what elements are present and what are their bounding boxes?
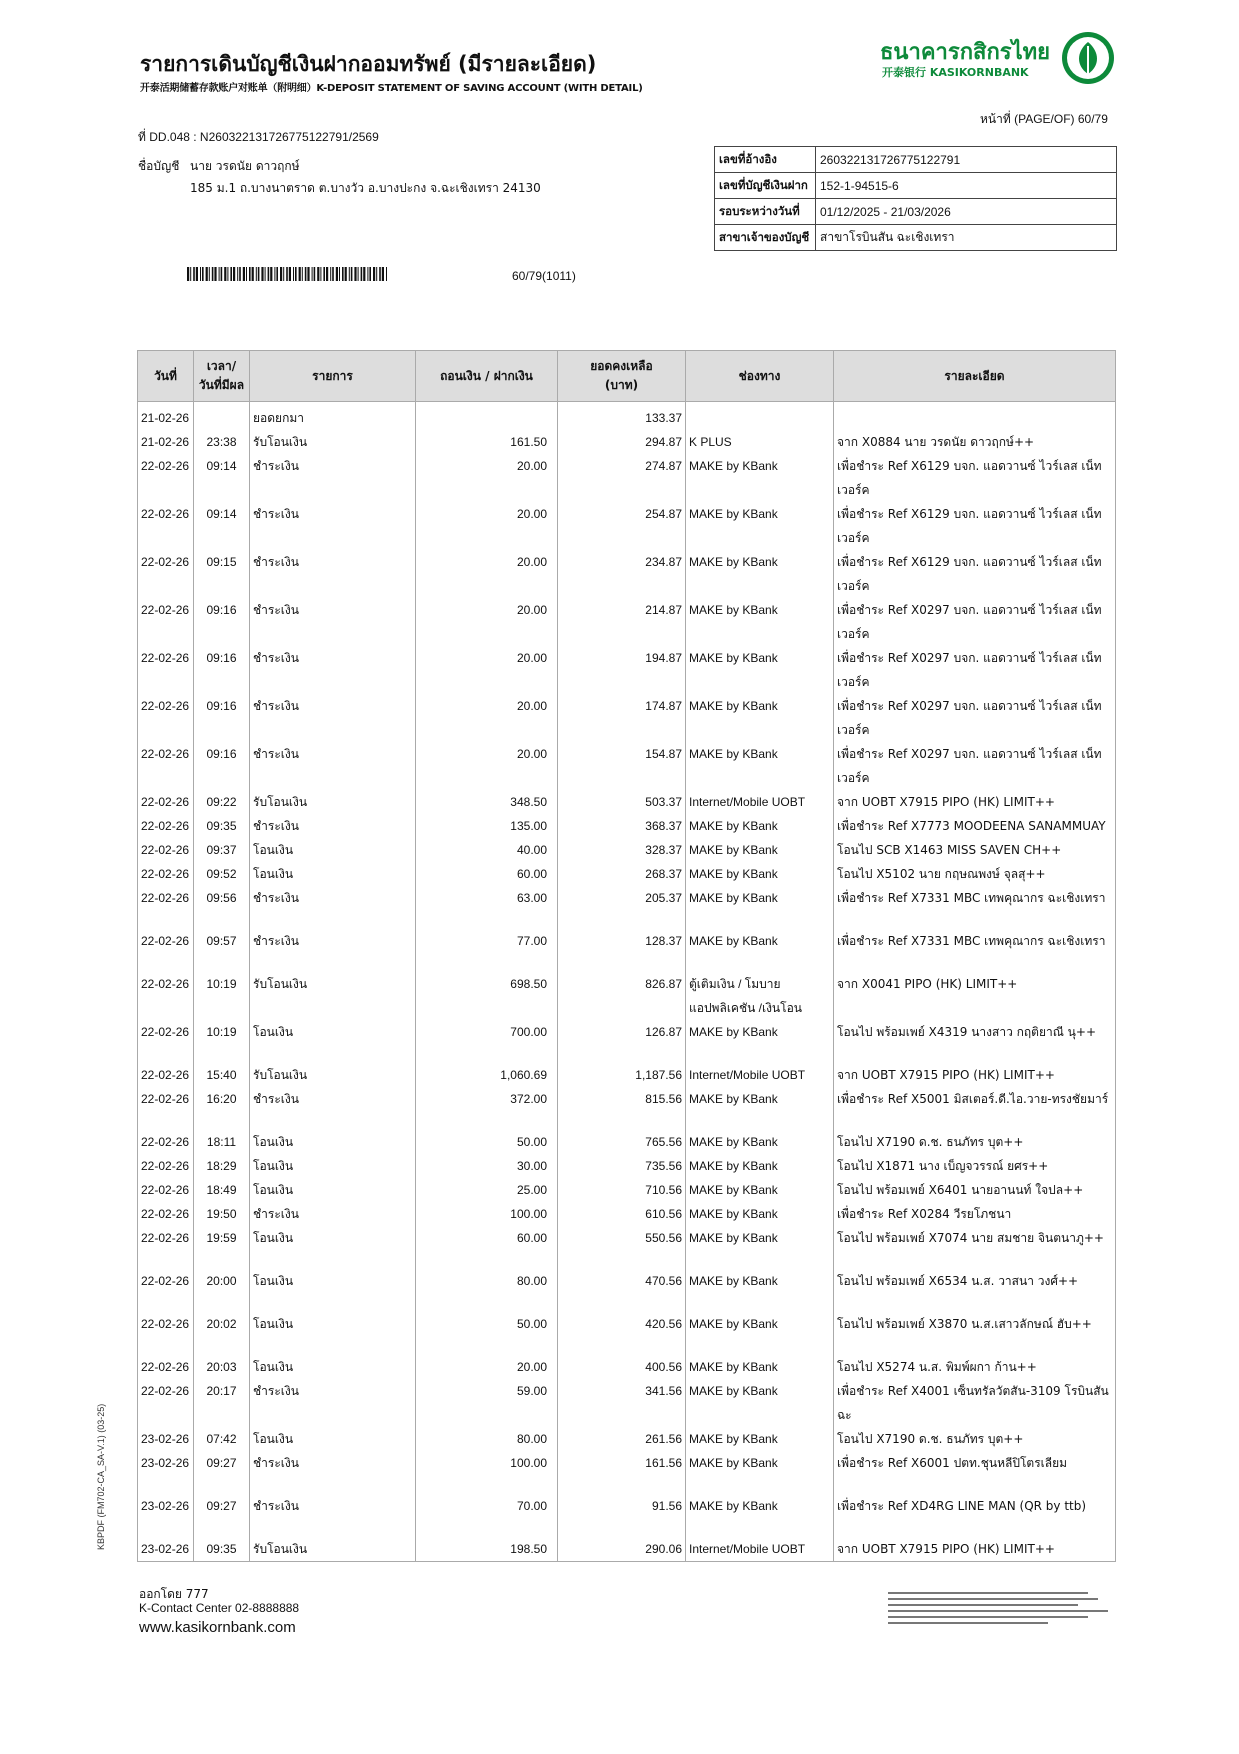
cell-detail: เพื่อชำระ Ref X6001 ปตท.ชุนหลีปิโตรเลียม [834,1451,1116,1494]
cell-balance: 368.37 [558,814,686,838]
cell-item: ชำระเงิน [250,694,416,742]
cell-amount: 30.00 [416,1154,558,1178]
barcode-image [187,267,389,281]
col-header-item: รายการ [250,351,416,402]
cell-amount: 60.00 [416,862,558,886]
cell-item: รับโอนเงิน [250,972,416,1020]
cell-date: 22-02-26 [138,1178,194,1202]
cell-item: ชำระเงิน [250,454,416,502]
cell-amount: 40.00 [416,838,558,862]
cell-time: 09:57 [194,929,250,972]
cell-detail: เพื่อชำระ Ref X0297 บจก. แอดวานซ์ ไวร์เลส เน็ทเวอร์ค [834,598,1116,646]
table-row [138,1494,1116,1537]
cell-balance: 1,187.56 [558,1063,686,1087]
cell-channel: MAKE by KBank [686,929,834,972]
cell-amount: 60.00 [416,1226,558,1269]
table-row [138,790,1116,814]
cell-balance: 400.56 [558,1355,686,1379]
cell-balance: 261.56 [558,1427,686,1451]
cell-channel: MAKE by KBank [686,1451,834,1494]
cell-date: 22-02-26 [138,646,194,694]
cell-time: 10:19 [194,1020,250,1063]
col-header-date: วันที่ [138,351,194,402]
cell-item: โอนเงิน [250,1269,416,1312]
cell-date: 22-02-26 [138,1202,194,1226]
cell-time: 09:16 [194,742,250,790]
cell-date: 22-02-26 [138,929,194,972]
table-row [138,1087,1116,1130]
cell-date: 22-02-26 [138,742,194,790]
info-label: สาขาเจ้าของบัญชี [715,225,816,251]
cell-item: รับโอนเงิน [250,1063,416,1087]
cell-item: ชำระเงิน [250,646,416,694]
cell-amount: 20.00 [416,502,558,550]
cell-item: ชำระเงิน [250,1451,416,1494]
cell-amount: 77.00 [416,929,558,972]
barcode-text: 60/79(1011) [512,269,576,283]
cell-balance: 128.37 [558,929,686,972]
cell-balance: 133.37 [558,402,686,431]
cell-detail: เพื่อชำระ Ref X6129 บจก. แอดวานซ์ ไวร์เลส เน็ทเวอร์ค [834,454,1116,502]
cell-item: ชำระเงิน [250,814,416,838]
cell-balance: 294.87 [558,430,686,454]
cell-channel: MAKE by KBank [686,550,834,598]
cell-item: โอนเงิน [250,1355,416,1379]
cell-time: 07:42 [194,1427,250,1451]
cell-channel: MAKE by KBank [686,886,834,929]
cell-date: 22-02-26 [138,1226,194,1269]
cell-time: 15:40 [194,1063,250,1087]
cell-time: 09:56 [194,886,250,929]
cell-time: 09:37 [194,838,250,862]
cell-balance: 254.87 [558,502,686,550]
table-row [138,1202,1116,1226]
cell-balance: 205.37 [558,886,686,929]
cell-time: 09:27 [194,1494,250,1537]
cell-date: 22-02-26 [138,550,194,598]
cell-item: รับโอนเงิน [250,790,416,814]
cell-channel: MAKE by KBank [686,1427,834,1451]
cell-detail: จาก X0884 นาย วรดนัย ดาวฤกษ์++ [834,430,1116,454]
cell-date: 22-02-26 [138,502,194,550]
cell-detail: เพื่อชำระ Ref X5001 มิสเตอร์.ดี.ไอ.วาย-ทรงชัยมาร์ [834,1087,1116,1130]
table-row [138,694,1116,742]
col-header-time: เวลา/ วันที่มีผล [194,351,250,402]
cell-channel: MAKE by KBank [686,454,834,502]
form-code: KBPDF (FM702-CA_SA-V.1) (03-25) [96,1403,106,1550]
info-row [715,199,1117,225]
table-row [138,814,1116,838]
cell-amount: 20.00 [416,646,558,694]
table-row [138,1269,1116,1312]
cell-item: ชำระเงิน [250,1202,416,1226]
cell-item: ยอดยกมา [250,402,416,431]
cell-item: โอนเงิน [250,838,416,862]
cell-detail: โอนไป พร้อมเพย์ X6401 นายอานนท์ ใจปล++ [834,1178,1116,1202]
cell-date: 23-02-26 [138,1427,194,1451]
cell-detail: โอนไป พร้อมเพย์ X7074 นาย สมชาย จินตนาภู++ [834,1226,1116,1269]
kbank-leaf-icon [1060,30,1116,86]
col-header-channel: ช่องทาง [686,351,834,402]
cell-detail: โอนไป X7190 ด.ช. ธนภัทร บุต++ [834,1427,1116,1451]
cell-time [194,402,250,431]
cell-detail: เพื่อชำระ Ref X0297 บจก. แอดวานซ์ ไวร์เลส เน็ทเวอร์ค [834,646,1116,694]
cell-time: 09:27 [194,1451,250,1494]
cell-time: 18:11 [194,1130,250,1154]
cell-detail: เพื่อชำระ Ref X6129 บจก. แอดวานซ์ ไวร์เลส เน็ทเวอร์ค [834,550,1116,598]
info-value: สาขาโรบินสัน ฉะเชิงเทรา [816,225,1117,251]
cell-time: 09:35 [194,814,250,838]
cell-time: 18:49 [194,1178,250,1202]
cell-time: 09:16 [194,694,250,742]
cell-amount: 80.00 [416,1427,558,1451]
cell-item: ชำระเงิน [250,502,416,550]
cell-date: 22-02-26 [138,972,194,1020]
cell-channel: MAKE by KBank [686,1269,834,1312]
issued-by: ออกโดย 777 [139,1587,209,1601]
cell-detail: โอนไป X5274 น.ส. พิมพ์ผกา ก้าน++ [834,1355,1116,1379]
cell-item: ชำระเงิน [250,929,416,972]
cell-time: 19:59 [194,1226,250,1269]
table-row [138,1154,1116,1178]
cell-detail: เพื่อชำระ Ref X7331 MBC เทพคุณากร ฉะเชิงเทรา [834,929,1116,972]
cell-channel: MAKE by KBank [686,1312,834,1355]
cell-amount: 198.50 [416,1537,558,1562]
cell-date: 22-02-26 [138,1312,194,1355]
cell-amount: 20.00 [416,742,558,790]
cell-item: โอนเงิน [250,1427,416,1451]
cell-amount: 20.00 [416,454,558,502]
cell-item: ชำระเงิน [250,1494,416,1537]
cell-item: รับโอนเงิน [250,430,416,454]
cell-channel: MAKE by KBank [686,838,834,862]
cell-amount: 100.00 [416,1202,558,1226]
account-address: 185 ม.1 ถ.บางนาตราด ต.บางวัว อ.บางปะกง จ.ฉะเชิงเทรา 24130 [190,181,541,195]
cell-balance: 710.56 [558,1178,686,1202]
cell-channel: MAKE by KBank [686,1154,834,1178]
cell-channel: Internet/Mobile UOBT [686,790,834,814]
cell-amount: 20.00 [416,598,558,646]
table-row [138,886,1116,929]
cell-detail: เพื่อชำระ Ref X6129 บจก. แอดวานซ์ ไวร์เลส เน็ทเวอร์ค [834,502,1116,550]
col-header-detail: รายละเอียด [834,351,1116,402]
table-row [138,502,1116,550]
cell-detail: โอนไป พร้อมเพย์ X3870 น.ส.เสาวลักษณ์ ฮับ++ [834,1312,1116,1355]
cell-balance: 174.87 [558,694,686,742]
cell-detail: จาก UOBT X7915 PIPO (HK) LIMIT++ [834,1063,1116,1087]
cell-amount: 80.00 [416,1269,558,1312]
cell-channel: MAKE by KBank [686,814,834,838]
cell-amount: 63.00 [416,886,558,929]
cell-time: 09:52 [194,862,250,886]
info-label: เลขที่อ้างอิง [715,147,816,173]
info-value: 01/12/2025 - 21/03/2026 [816,199,1117,225]
cell-amount [416,402,558,431]
table-row [138,430,1116,454]
cell-channel: MAKE by KBank [686,862,834,886]
cell-amount: 20.00 [416,1355,558,1379]
cell-date: 22-02-26 [138,1154,194,1178]
cell-channel: MAKE by KBank [686,1494,834,1537]
cell-balance: 274.87 [558,454,686,502]
cell-amount: 698.50 [416,972,558,1020]
cell-detail: เพื่อชำระ Ref X7773 MOODEENA SANAMMUAY [834,814,1116,838]
cell-time: 09:35 [194,1537,250,1562]
cell-channel: MAKE by KBank [686,1178,834,1202]
cell-channel: MAKE by KBank [686,1130,834,1154]
cell-channel: MAKE by KBank [686,1202,834,1226]
cell-balance: 194.87 [558,646,686,694]
statement-title: รายการเดินบัญชีเงินฝากออมทรัพย์ (มีรายละเอียด) [140,52,597,76]
info-label: รอบระหว่างวันที่ [715,199,816,225]
cell-detail [834,402,1116,431]
cell-balance: 420.56 [558,1312,686,1355]
account-name-label: ชื่อบัญชี [138,159,180,173]
cell-amount: 59.00 [416,1379,558,1427]
cell-detail: โอนไป พร้อมเพย์ X4319 นางสาว กฤติยาณี นุ++ [834,1020,1116,1063]
cell-amount: 372.00 [416,1087,558,1130]
cell-date: 22-02-26 [138,454,194,502]
cell-item: โอนเงิน [250,1020,416,1063]
cell-channel: MAKE by KBank [686,1087,834,1130]
cell-item: ชำระเงิน [250,598,416,646]
cell-channel: MAKE by KBank [686,694,834,742]
cell-date: 22-02-26 [138,1355,194,1379]
cell-detail: โอนไป X1871 นาง เบ็ญจวรรณ์ ยศร++ [834,1154,1116,1178]
cell-time: 20:00 [194,1269,250,1312]
cell-time: 09:15 [194,550,250,598]
table-row [138,972,1116,1020]
cell-balance: 290.06 [558,1537,686,1562]
account-name: นาย วรดนัย ดาวฤกษ์ [190,159,300,173]
table-row [138,1063,1116,1087]
cell-balance: 550.56 [558,1226,686,1269]
info-value: 260322131726775122791 [816,147,1117,173]
cell-time: 09:22 [194,790,250,814]
cell-balance: 503.37 [558,790,686,814]
cell-time: 16:20 [194,1087,250,1130]
cell-item: โอนเงิน [250,862,416,886]
table-row [138,1178,1116,1202]
cell-balance: 161.56 [558,1451,686,1494]
table-row [138,1427,1116,1451]
bank-name-th: ธนาคารกสิกรไทย [880,40,1051,65]
cell-detail: เพื่อชำระ Ref X0284 วีรยโภชนา [834,1202,1116,1226]
cell-date: 22-02-26 [138,790,194,814]
cell-detail: เพื่อชำระ Ref X0297 บจก. แอดวานซ์ ไวร์เลส เน็ทเวอร์ค [834,694,1116,742]
cell-balance: 826.87 [558,972,686,1020]
cell-item: โอนเงิน [250,1154,416,1178]
info-row [715,147,1117,173]
cell-detail: โอนไป X7190 ด.ช. ธนภัทร บุต++ [834,1130,1116,1154]
website-link[interactable]: www.kasikornbank.com [139,1619,296,1636]
cell-balance: 765.56 [558,1130,686,1154]
col-header-amount: ถอนเงิน / ฝากเงิน [416,351,558,402]
cell-amount: 25.00 [416,1178,558,1202]
cell-amount: 50.00 [416,1130,558,1154]
cell-time: 19:50 [194,1202,250,1226]
cell-date: 22-02-26 [138,1020,194,1063]
cell-channel: MAKE by KBank [686,1226,834,1269]
cell-item: ชำระเงิน [250,1379,416,1427]
info-row [715,173,1117,199]
cell-balance: 341.56 [558,1379,686,1427]
cell-item: โอนเงิน [250,1226,416,1269]
cell-amount: 135.00 [416,814,558,838]
cell-amount: 161.50 [416,430,558,454]
cell-item: ชำระเงิน [250,1087,416,1130]
cell-item: ชำระเงิน [250,550,416,598]
cell-item: โอนเงิน [250,1312,416,1355]
cell-amount: 20.00 [416,694,558,742]
cell-balance: 610.56 [558,1202,686,1226]
cell-balance: 815.56 [558,1087,686,1130]
cell-balance: 154.87 [558,742,686,790]
table-row [138,1130,1116,1154]
cell-balance: 268.37 [558,862,686,886]
cell-detail: เพื่อชำระ Ref X7331 MBC เทพคุณากร ฉะเชิงเทรา [834,886,1116,929]
cell-balance: 91.56 [558,1494,686,1537]
cell-date: 22-02-26 [138,1269,194,1312]
cell-date: 22-02-26 [138,862,194,886]
bank-address-fineprint [888,1590,1128,1630]
cell-detail: โอนไป พร้อมเพย์ X6534 น.ส. วาสนา วงศ์++ [834,1269,1116,1312]
cell-item: โอนเงิน [250,1178,416,1202]
cell-detail: โอนไป X5102 นาย กฤษณพงษ์ จุลสุ++ [834,862,1116,886]
cell-time: 09:14 [194,454,250,502]
cell-channel: MAKE by KBank [686,742,834,790]
info-label: เลขที่บัญชีเงินฝาก [715,173,816,199]
statement-subtitle: 开泰活期储蓄存款账户对账单（附明细）K-DEPOSIT STATEMENT OF SAVING ACCOUNT (WITH DETAIL) [140,83,643,94]
cell-time: 18:29 [194,1154,250,1178]
table-row [138,1379,1116,1427]
cell-channel: MAKE by KBank [686,598,834,646]
cell-channel: MAKE by KBank [686,1379,834,1427]
table-row [138,1355,1116,1379]
cell-channel: Internet/Mobile UOBT [686,1537,834,1562]
table-row [138,1451,1116,1494]
cell-date: 22-02-26 [138,598,194,646]
transactions-table [137,350,1116,1562]
cell-date: 22-02-26 [138,1087,194,1130]
table-row [138,1312,1116,1355]
table-row [138,598,1116,646]
cell-detail: โอนไป SCB X1463 MISS SAVEN CH++ [834,838,1116,862]
cell-item: ชำระเงิน [250,742,416,790]
table-row [138,1537,1116,1562]
table-row [138,550,1116,598]
cell-time: 09:16 [194,598,250,646]
cell-date: 22-02-26 [138,886,194,929]
cell-balance: 126.87 [558,1020,686,1063]
table-row [138,454,1116,502]
cell-time: 23:38 [194,430,250,454]
cell-balance: 470.56 [558,1269,686,1312]
cell-date: 22-02-26 [138,1063,194,1087]
cell-channel: Internet/Mobile UOBT [686,1063,834,1087]
cell-item: รับโอนเงิน [250,1537,416,1562]
cell-item: ชำระเงิน [250,886,416,929]
table-row [138,1020,1116,1063]
cell-amount: 70.00 [416,1494,558,1537]
cell-time: 10:19 [194,972,250,1020]
cell-detail: จาก X0041 PIPO (HK) LIMIT++ [834,972,1116,1020]
cell-date: 21-02-26 [138,430,194,454]
info-row [715,225,1117,251]
cell-time: 09:14 [194,502,250,550]
cell-channel: ตู้เติมเงิน / โมบาย แอปพลิเคชัน /เงินโอน [686,972,834,1020]
cell-amount: 100.00 [416,1451,558,1494]
cell-channel: K PLUS [686,430,834,454]
cell-date: 22-02-26 [138,814,194,838]
table-header-row [138,351,1116,402]
cell-date: 22-02-26 [138,1379,194,1427]
cell-channel: MAKE by KBank [686,1020,834,1063]
page-number: หน้าที่ (PAGE/OF) 60/79 [980,112,1108,126]
cell-date: 21-02-26 [138,402,194,431]
cell-channel: MAKE by KBank [686,1355,834,1379]
cell-time: 20:03 [194,1355,250,1379]
contact-center: K-Contact Center 02-8888888 [139,1601,300,1615]
table-row [138,646,1116,694]
cell-date: 23-02-26 [138,1451,194,1494]
cell-channel: MAKE by KBank [686,646,834,694]
bank-logo [880,30,1120,90]
cell-date: 23-02-26 [138,1537,194,1562]
table-row [138,402,1116,431]
cell-balance: 214.87 [558,598,686,646]
cell-date: 22-02-26 [138,1130,194,1154]
cell-detail: เพื่อชำระ Ref X4001 เซ็นทรัลวัตสัน-3109 โรบินสันฉะ [834,1379,1116,1427]
cell-time: 20:17 [194,1379,250,1427]
cell-amount: 700.00 [416,1020,558,1063]
cell-balance: 234.87 [558,550,686,598]
col-header-balance: ยอดคงเหลือ (บาท) [558,351,686,402]
table-row [138,862,1116,886]
cell-amount: 348.50 [416,790,558,814]
cell-date: 22-02-26 [138,838,194,862]
cell-amount: 1,060.69 [416,1063,558,1087]
cell-amount: 20.00 [416,550,558,598]
cell-date: 23-02-26 [138,1494,194,1537]
cell-date: 22-02-26 [138,694,194,742]
info-value: 152-1-94515-6 [816,173,1117,199]
cell-detail: เพื่อชำระ Ref X0297 บจก. แอดวานซ์ ไวร์เลส เน็ทเวอร์ค [834,742,1116,790]
table-row [138,838,1116,862]
cell-detail: จาก UOBT X7915 PIPO (HK) LIMIT++ [834,790,1116,814]
cell-channel: MAKE by KBank [686,502,834,550]
document-number: ที่ DD.048 : N260322131726775122791/2569 [138,130,379,144]
cell-time: 20:02 [194,1312,250,1355]
cell-detail: เพื่อชำระ Ref XD4RG LINE MAN (QR by ttb) [834,1494,1116,1537]
table-row [138,1226,1116,1269]
table-row [138,742,1116,790]
bank-name-en: 开泰银行 KASIKORNBANK [882,66,1029,79]
account-info-table [714,146,1117,251]
cell-item: โอนเงิน [250,1130,416,1154]
cell-amount: 50.00 [416,1312,558,1355]
cell-time: 09:16 [194,646,250,694]
cell-balance: 735.56 [558,1154,686,1178]
cell-detail: จาก UOBT X7915 PIPO (HK) LIMIT++ [834,1537,1116,1562]
table-row [138,929,1116,972]
cell-balance: 328.37 [558,838,686,862]
cell-channel [686,402,834,431]
